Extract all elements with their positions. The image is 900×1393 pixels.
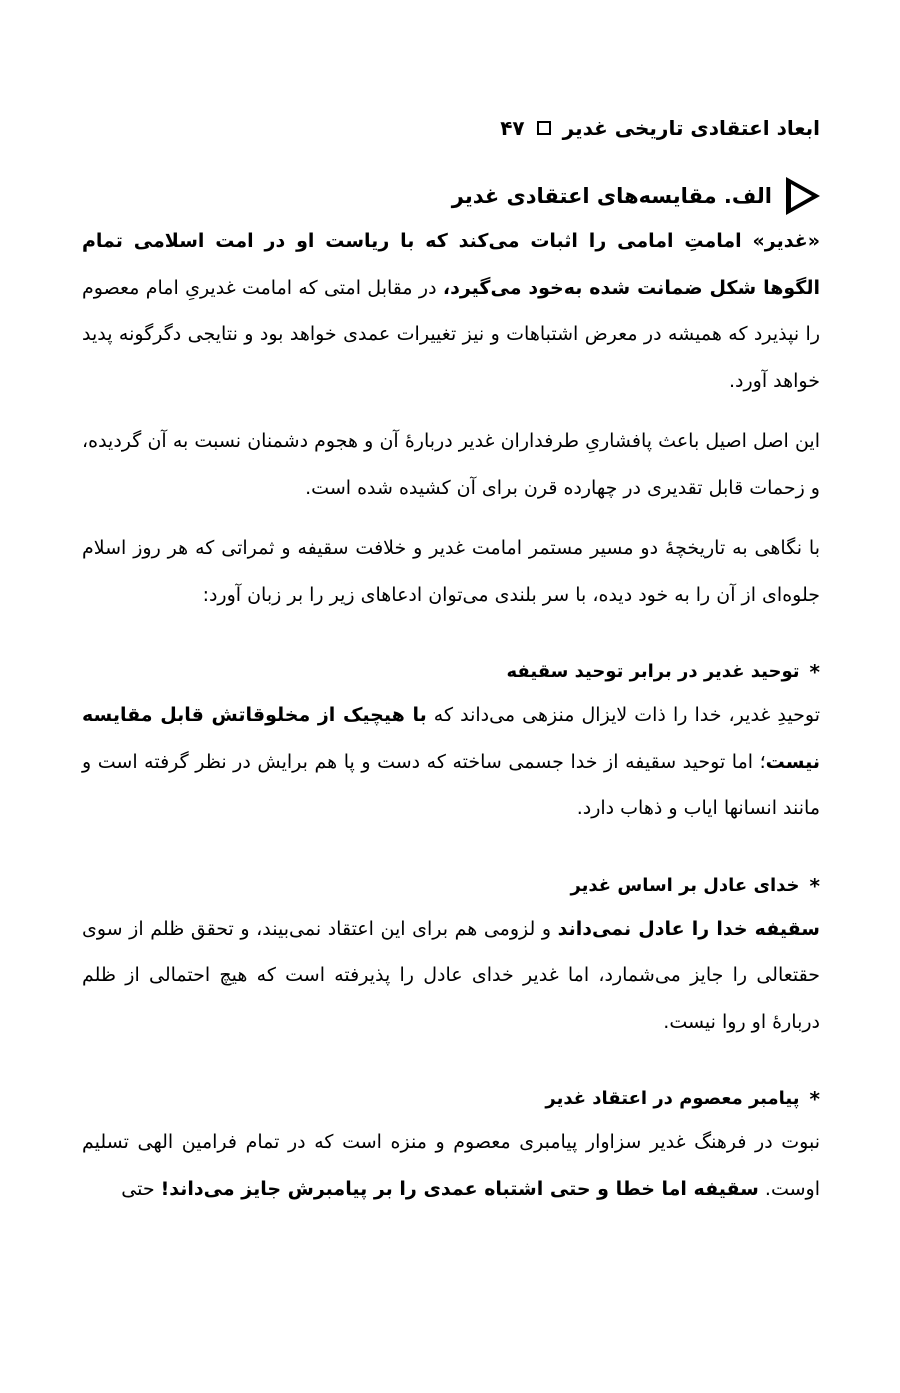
page-number: ۴۷ <box>500 116 525 140</box>
subheading-2-title: خدای عادل بر اساس غدیر <box>570 874 800 896</box>
running-header <box>82 108 820 148</box>
subheading-2 <box>82 866 820 906</box>
section-title: الف. مقایسه‌های اعتقادی غدیر <box>451 184 772 208</box>
paragraph-1-bold: «غدیر» امامتِ امامی را اثبات می‌کند که با ریاست او در امت اسلامی تمام الگوها شکل ضمانت شده به‌خود می‌گیرد، <box>82 230 820 299</box>
paragraph-1 <box>82 218 820 404</box>
running-title: ابعاد اعتقادی تاریخی غدیر <box>562 116 820 140</box>
subheading-3-title: پیامبر معصوم در اعتقاد غدیر <box>545 1088 800 1109</box>
paragraph-6-bold: سقیفه اما خطا و حتی اشتباه عمدی را بر پیامبرش جایز می‌داند! <box>160 1177 759 1200</box>
square-separator-icon <box>537 121 551 135</box>
paragraph-6-text-a: نبوت در فرهنگ غدیر سزاوار پیامبری معصوم و منزه است که در تمام فرامین الهی تسلیم اوست. <box>82 1131 820 1200</box>
book-page <box>82 108 820 1212</box>
asterisk-icon: * <box>809 660 820 684</box>
paragraph-4-bold: با هیچیک از مخلوقاتش قابل مقایسه نیست <box>82 704 820 773</box>
paragraph-1-text: در مقابل امتی که امامت غدیریِ امام معصوم را نپذیرد که همیشه در معرض اشتباهات و نیز تغییرات عمدی خواهد بود و نتایجی دگرگونه پدید خواهد آورد. <box>82 276 820 392</box>
section-heading <box>82 174 820 218</box>
paragraph-3: با نگاهی به تاریخچۀ دو مسیر مستمر امامت غدیر و خلافت سقیفه و ثمراتی که هر روز اسلام جلوه‌ای از آن را به خود دیده، با سر بلندی می‌توان ادعاهای زیر را بر زبان آورد: <box>82 537 820 606</box>
paragraph-2: این اصل اصیل باعث پافشاریِ طرفداران غدیر دربارۀ آن و هجوم دشمنان نسبت به آن گردیده، و زحمات قابل تقدیری در چهارده قرن برای آن کشیده شده است. <box>82 430 820 499</box>
asterisk-icon: * <box>809 873 820 898</box>
subheading-3 <box>82 1079 820 1119</box>
paragraph-4-text-b: ؛ اما توحید سقیفه از خدا جسمی ساخته که دست و پا هم برایش در نظر گرفته است و مانند انسانها ایاب و ذهاب دارد. <box>82 750 820 819</box>
asterisk-icon: * <box>809 1087 820 1111</box>
triangle-marker-icon <box>786 177 820 215</box>
subheading-1 <box>82 652 820 692</box>
paragraph-4 <box>82 692 820 832</box>
paragraph-6-text-b: حتی <box>121 1177 161 1200</box>
paragraph-4-text-a: توحیدِ غدیر، خدا را ذات لایزال منزهی می‌داند که <box>426 704 820 726</box>
paragraph-6 <box>82 1119 820 1212</box>
paragraph-5-text: و لزومی هم برای این اعتقاد نمی‌بیند، و تحقق ظلم از سوی حقتعالی را جایز می‌شمارد، اما غدیر خدای عادل را پذیرفته است که هیچ احتمالی از ظلم دربارۀ او روا نیست. <box>82 917 820 1033</box>
paragraph-5 <box>82 906 820 1046</box>
subheading-1-title: توحید غدیر در برابر توحید سقیفه <box>506 661 800 682</box>
paragraph-5-bold: سقیفه خدا را عادل نمی‌داند <box>557 917 820 940</box>
